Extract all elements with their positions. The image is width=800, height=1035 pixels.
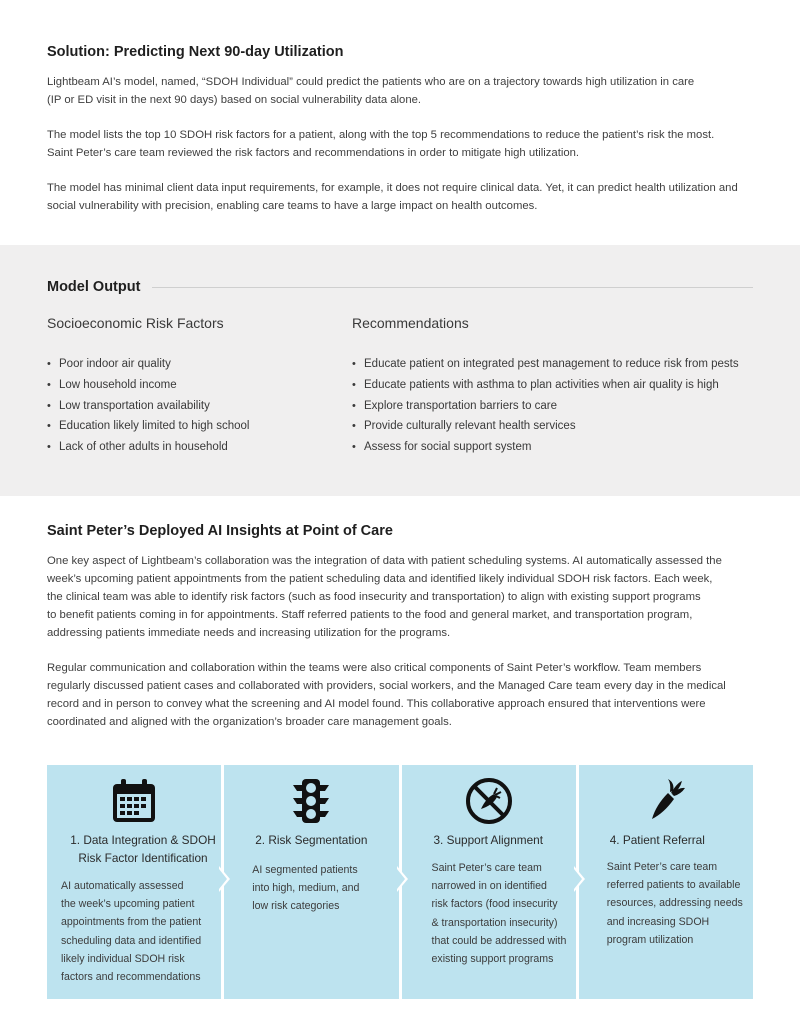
model-output-title: Model Output xyxy=(47,279,141,295)
text-line: week’s upcoming patient appointments from the patient scheduling data and identified likely individual SDOH risk factors. Each week, xyxy=(47,573,713,585)
desc-line: factors and recommendations xyxy=(61,971,201,984)
desc-line: resources, addressing needs xyxy=(606,897,743,910)
text-line: The model has minimal client data input requirements, for example, it does not require clinical data. Yet, it can predict health utilization and xyxy=(47,182,738,194)
insights-section xyxy=(47,523,757,731)
risk-factor-item: • Low household income xyxy=(47,375,250,396)
text-line: record and in person to convey what the screening and AI model found. This collaborative approach ensured that interventions were xyxy=(47,698,706,710)
no-food-icon xyxy=(402,777,576,825)
recommendation-item: • Educate patients with asthma to plan activities when air quality is high xyxy=(352,375,739,396)
desc-line: & transportation insecurity) xyxy=(431,916,558,929)
insights-paragraph-1 xyxy=(47,552,757,642)
text-line: The model lists the top 10 SDOH risk factors for a patient, along with the top 5 recommendations to reduce the patient’s risk the most. xyxy=(47,129,715,141)
desc-line: existing support programs xyxy=(431,953,554,966)
step-risk-segmentation xyxy=(224,765,398,999)
recommendations-heading: Recommendations xyxy=(352,315,469,331)
risk-factors-heading: Socioeconomic Risk Factors xyxy=(47,315,224,331)
recommendation-item: • Explore transportation barriers to care xyxy=(352,396,739,417)
text-line: Saint Peter’s care team reviewed the risk factors and recommendations in order to mitigate high utilization. xyxy=(47,147,580,159)
insights-title: Saint Peter’s Deployed AI Insights at Point of Care xyxy=(47,523,393,539)
step-support-alignment xyxy=(402,765,576,999)
step-data-integration xyxy=(47,765,221,999)
recommendation-item: • Assess for social support system xyxy=(352,437,739,458)
desc-line: Saint Peter’s care team xyxy=(606,861,718,873)
step-description xyxy=(432,859,567,968)
step-title xyxy=(63,831,223,867)
text-line: to benefit patients coming in for appointments. Staff referred patients to the food and general market, and transportation program, xyxy=(47,609,693,621)
desc-line: and increasing SDOH xyxy=(606,915,710,928)
desc-line: risk factors (food insecurity xyxy=(431,898,558,911)
step-title-line: Risk Factor Identification xyxy=(78,851,208,865)
text-line: coordinated and aligned with the organization’s broader care management goals. xyxy=(47,716,452,728)
risk-factor-item: • Education likely limited to high school xyxy=(47,416,250,437)
text-line: regularly discussed patient cases and collaborated with providers, social workers, and the Managed Care team every day in the medical xyxy=(47,680,726,692)
step-description xyxy=(607,858,743,949)
process-steps xyxy=(47,765,753,999)
risk-factor-item: • Lack of other adults in household xyxy=(47,437,250,458)
step-title: 2. Risk Segmentation xyxy=(255,833,368,847)
chevron-fill xyxy=(397,869,405,889)
desc-line: low risk categories xyxy=(252,900,340,913)
text-line: addressing patients immediate needs and increasing utilization for the programs. xyxy=(47,627,451,639)
text-line: social vulnerability with precision, enabling care teams to have a large impact on health outcomes. xyxy=(47,200,538,212)
step-description xyxy=(61,877,201,986)
recommendation-item: • Provide culturally relevant health services xyxy=(352,416,739,437)
solution-section xyxy=(47,44,757,215)
step-title-line: 1. Data Integration & SDOH xyxy=(70,833,216,847)
desc-line: the week’s upcoming patient xyxy=(61,898,195,911)
desc-line: narrowed in on identified xyxy=(431,880,547,893)
solution-paragraph-1 xyxy=(47,73,757,109)
step-description xyxy=(252,861,359,916)
solution-paragraph-2 xyxy=(47,126,757,162)
step-title: 4. Patient Referral xyxy=(609,833,705,847)
desc-line: program utilization xyxy=(606,933,694,946)
step-title: 3. Support Alignment xyxy=(433,833,544,847)
traffic-light-icon xyxy=(224,777,398,825)
risk-factors-list xyxy=(47,354,250,458)
desc-line: Saint Peter’s care team xyxy=(431,862,542,874)
text-line: (IP or ED visit in the next 90 days) based on social vulnerability data alone. xyxy=(47,94,422,106)
carrot-icon xyxy=(579,777,753,825)
desc-line: that could be addressed with xyxy=(431,934,567,947)
chevron-fill xyxy=(574,869,582,889)
calendar-icon xyxy=(47,777,221,825)
recommendation-item: • Educate patient on integrated pest management to reduce risk from pests xyxy=(352,354,739,375)
text-line: Regular communication and collaboration within the teams were also critical components of Saint Peter’s workflow. Team members xyxy=(47,662,702,674)
divider xyxy=(152,287,753,288)
desc-line: scheduling data and identified xyxy=(61,934,202,947)
recommendations-list xyxy=(352,354,739,458)
desc-line: AI segmented patients xyxy=(252,864,358,876)
risk-factor-item: • Poor indoor air quality xyxy=(47,354,250,375)
step-patient-referral xyxy=(579,765,753,999)
text-line: Lightbeam AI’s model, named, “SDOH Individual” could predict the patients who are on a trajectory towards high utilization in care xyxy=(47,76,695,88)
text-line: One key aspect of Lightbeam’s collaboration was the integration of data with patient scheduling systems. AI automatically assessed the xyxy=(47,555,722,567)
desc-line: AI automatically assessed xyxy=(61,880,184,892)
desc-line: into high, medium, and xyxy=(252,882,360,895)
model-output-header xyxy=(47,279,753,295)
solution-paragraph-3 xyxy=(47,179,757,215)
desc-line: likely individual SDOH risk xyxy=(61,952,185,965)
desc-line: referred patients to available xyxy=(606,879,741,892)
desc-line: appointments from the patient xyxy=(61,916,202,929)
solution-title: Solution: Predicting Next 90-day Utilization xyxy=(47,44,344,60)
text-line: the clinical team was able to identify risk factors (such as food insecurity and transportation) to align with existing support programs xyxy=(47,591,701,603)
insights-paragraph-2 xyxy=(47,659,757,731)
chevron-fill xyxy=(219,869,227,889)
risk-factor-item: • Low transportation availability xyxy=(47,396,250,417)
